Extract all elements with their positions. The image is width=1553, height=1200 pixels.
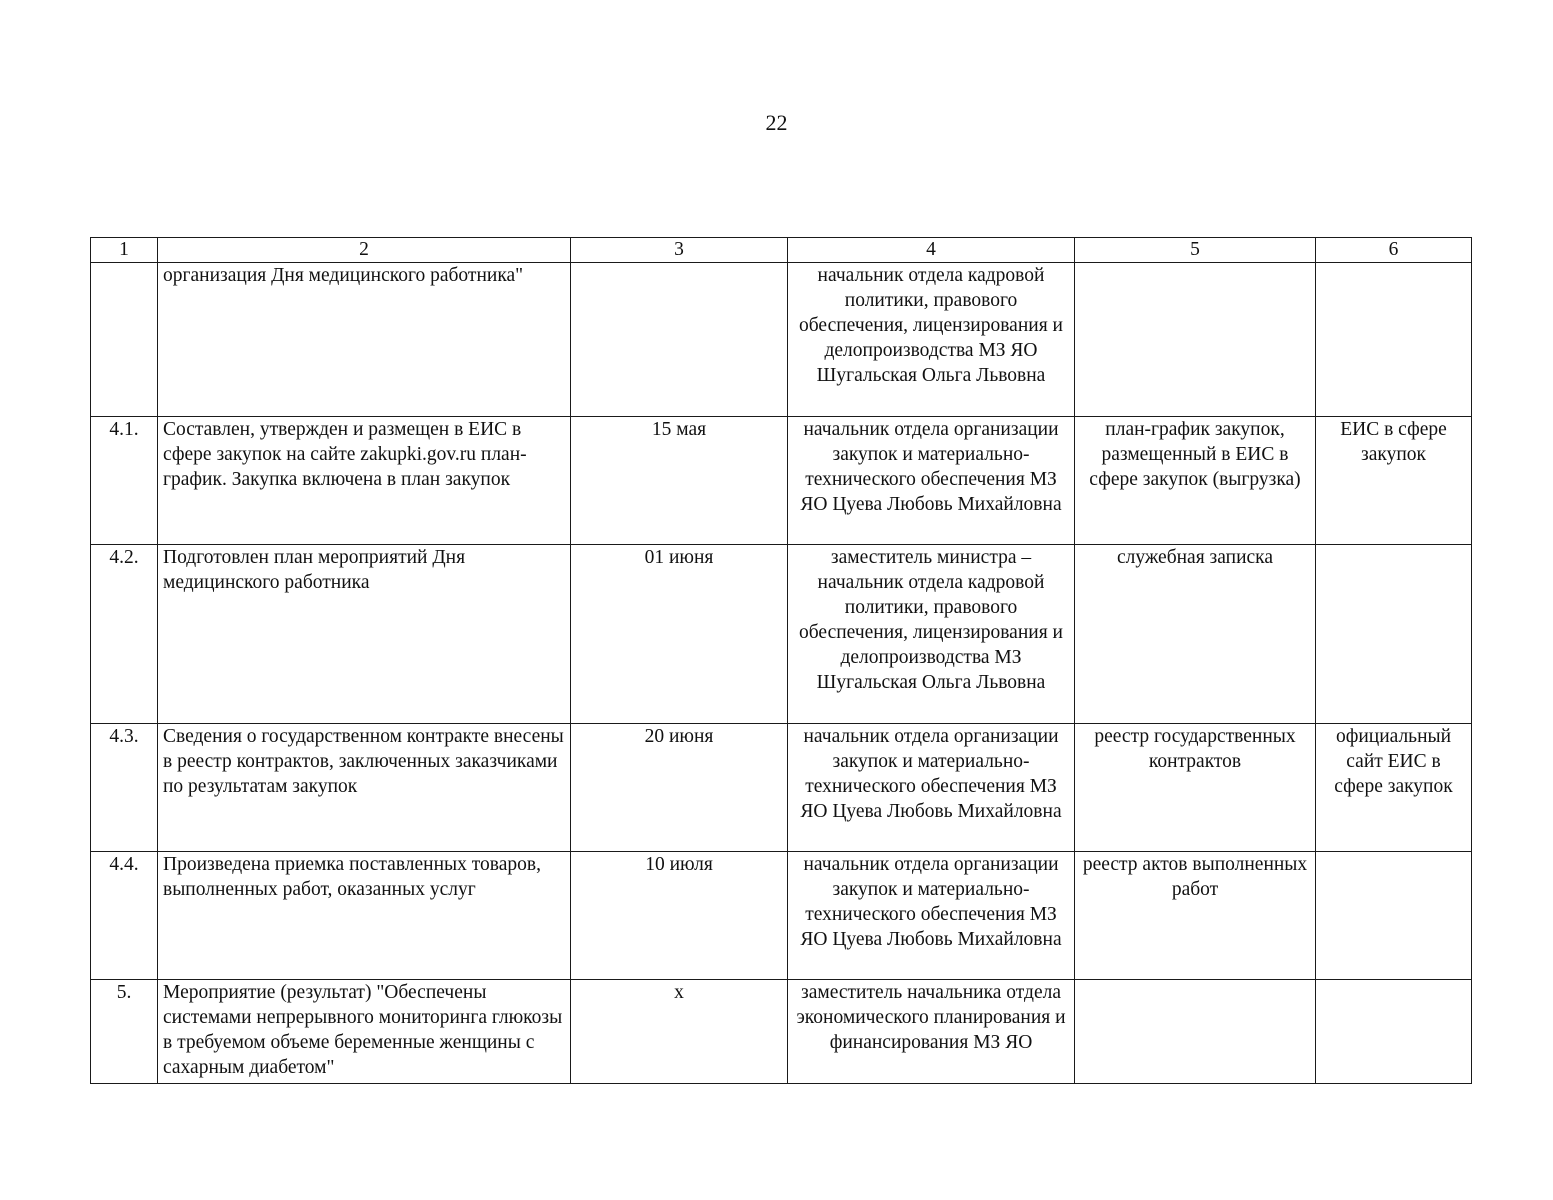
table-row: [91, 545, 1472, 724]
row-number: 4.4.: [91, 852, 158, 980]
row-event-name: Мероприятие (результат) "Обеспечены системами непрерывного мониторинга глюкозы в требуемом объеме беременные женщины с сахарным диабетом": [158, 980, 571, 1084]
row-number: 4.1.: [91, 417, 158, 545]
row-number: 4.3.: [91, 724, 158, 852]
table-row: [91, 263, 1472, 417]
row-event-name: организация Дня медицинского работника": [158, 263, 571, 417]
row-date: 15 мая: [571, 417, 788, 545]
header-col-5: 5: [1075, 238, 1316, 263]
row-event-name: Сведения о государственном контракте внесены в реестр контрактов, заключенных заказчиками по результатам закупок: [158, 724, 571, 852]
row-source: ЕИС в сфере закупок: [1316, 417, 1472, 545]
table-row: [91, 852, 1472, 980]
row-date: х: [571, 980, 788, 1084]
row-source: [1316, 852, 1472, 980]
row-source: [1316, 263, 1472, 417]
row-number: [91, 263, 158, 417]
row-responsible: начальник отдела организации закупок и материально-технического обеспечения МЗ ЯО Цуева Любовь Михайловна: [788, 417, 1075, 545]
row-document: реестр государственных контрактов: [1075, 724, 1316, 852]
row-date: 10 июля: [571, 852, 788, 980]
table-row: [91, 724, 1472, 852]
row-document: реестр актов выполненных работ: [1075, 852, 1316, 980]
header-col-1: 1: [91, 238, 158, 263]
row-document: [1075, 263, 1316, 417]
row-document: [1075, 980, 1316, 1084]
header-col-3: 3: [571, 238, 788, 263]
row-responsible: заместитель министра – начальник отдела кадровой политики, правового обеспечения, лицензирования и делопроизводства МЗ Шугальская Ольга Львовна: [788, 545, 1075, 724]
header-row: [91, 238, 1472, 263]
row-responsible: начальник отдела кадровой политики, правового обеспечения, лицензирования и делопроизводства МЗ ЯО Шугальская Ольга Львовна: [788, 263, 1075, 417]
row-date: 20 июня: [571, 724, 788, 852]
row-number: 4.2.: [91, 545, 158, 724]
row-number: 5.: [91, 980, 158, 1084]
row-event-name: Подготовлен план мероприятий Дня медицинского работника: [158, 545, 571, 724]
page-number: 22: [765, 110, 788, 135]
row-source: официальный сайт ЕИС в сфере закупок: [1316, 724, 1472, 852]
row-document: план-график закупок, размещенный в ЕИС в сфере закупок (выгрузка): [1075, 417, 1316, 545]
row-date: 01 июня: [571, 545, 788, 724]
table-row: [91, 417, 1472, 545]
header-col-4: 4: [788, 238, 1075, 263]
row-source: [1316, 545, 1472, 724]
plan-table: [90, 237, 1472, 1084]
row-responsible: начальник отдела организации закупок и материально-технического обеспечения МЗ ЯО Цуева Любовь Михайловна: [788, 724, 1075, 852]
header-col-2: 2: [158, 238, 571, 263]
row-event-name: Составлен, утвержден и размещен в ЕИС в сфере закупок на сайте zakupki.gov.ru план-график. Закупка включена в план закупок: [158, 417, 571, 545]
row-source: [1316, 980, 1472, 1084]
row-event-name: Произведена приемка поставленных товаров, выполненных работ, оказанных услуг: [158, 852, 571, 980]
row-date: [571, 263, 788, 417]
table-row: [91, 980, 1472, 1084]
row-responsible: начальник отдела организации закупок и материально-технического обеспечения МЗ ЯО Цуева Любовь Михайловна: [788, 852, 1075, 980]
row-responsible: заместитель начальника отдела экономического планирования и финансирования МЗ ЯО: [788, 980, 1075, 1084]
row-document: служебная записка: [1075, 545, 1316, 724]
header-col-6: 6: [1316, 238, 1472, 263]
